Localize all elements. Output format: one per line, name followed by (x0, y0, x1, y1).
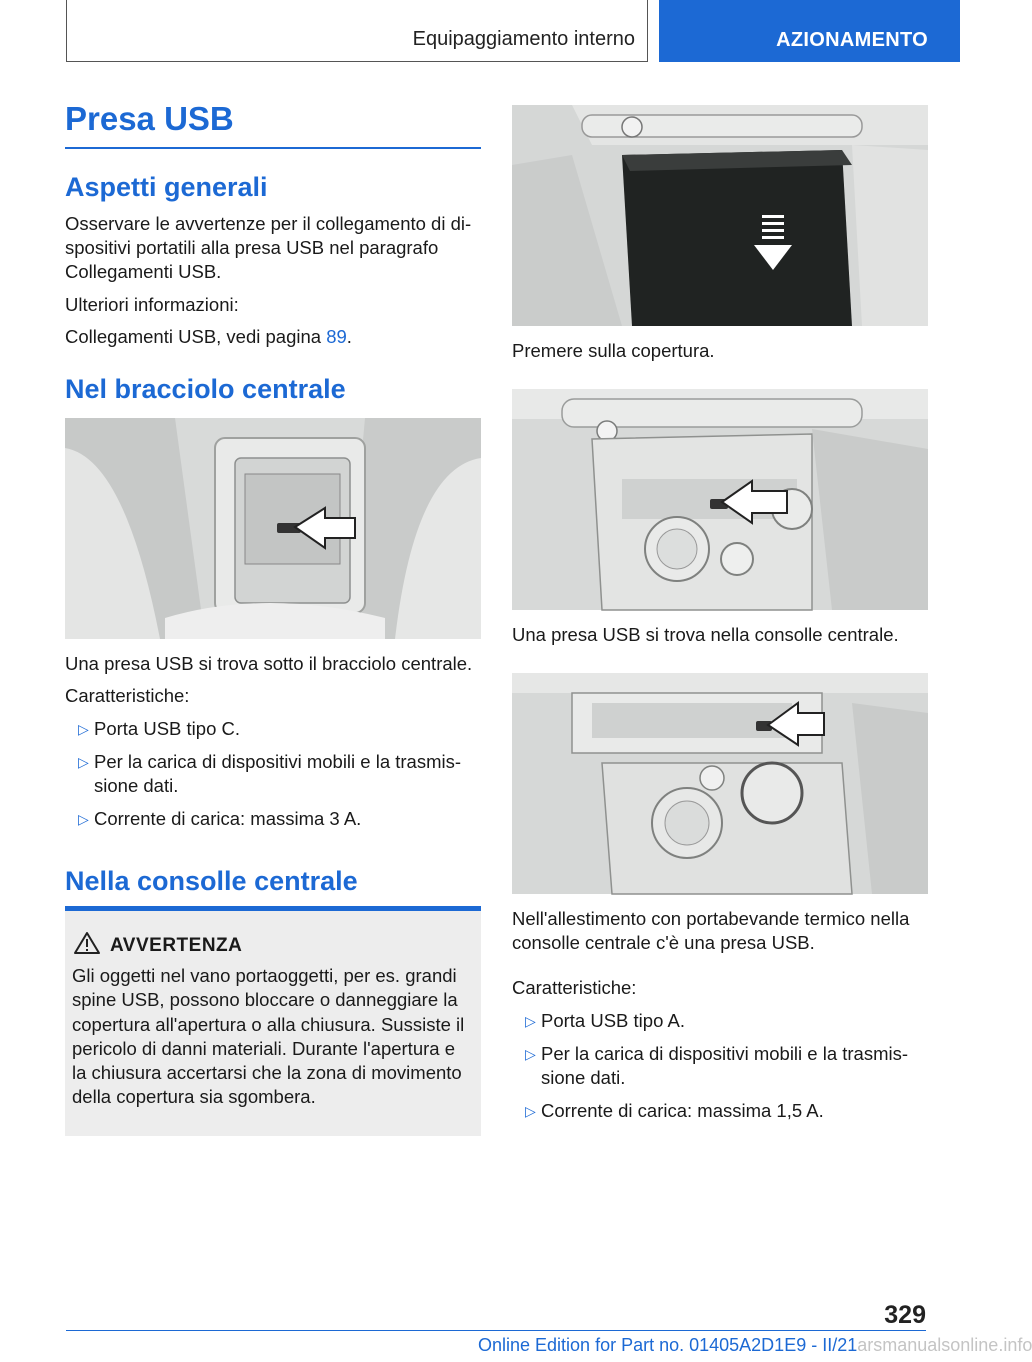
cover-caption: Premere sulla copertura. (512, 340, 715, 361)
heading-console: Nella consolle centrale (65, 866, 358, 896)
warning-line: Gli oggetti nel vano portaoggetti, per es. grandi (72, 965, 457, 986)
list-item-text: Corrente di carica: massima 3 A. (94, 808, 362, 829)
bullet-triangle-icon: ▷ (78, 811, 89, 827)
thermal-caption-line: consolle centrale c'è una presa USB. (512, 932, 815, 953)
bullet-triangle-icon: ▷ (78, 721, 89, 737)
bullet-triangle-icon: ▷ (525, 1103, 536, 1119)
title-rule (65, 147, 481, 149)
header-section-title: Equipaggiamento interno (412, 28, 635, 50)
warning-line: spine USB, possono bloccare o danneggiare la (72, 989, 458, 1011)
footer-watermark: arsmanualsonline.info (857, 1335, 1032, 1355)
header-section-box (66, 0, 648, 62)
armrest-features-label: Caratteristiche: (65, 685, 190, 706)
warning-text (72, 964, 482, 1110)
heading-armrest: Nel bracciolo centrale (65, 374, 346, 404)
footer-edition (478, 1335, 1032, 1356)
general-para3 (65, 325, 352, 349)
bullet-triangle-icon: ▷ (525, 1046, 536, 1062)
list-item-line: Per la carica di dispositivi mobili e la trasmis- (541, 1043, 909, 1064)
list-item-text (541, 1042, 931, 1090)
list-item-text: Porta USB tipo A. (541, 1010, 685, 1031)
warning-line: la chiusura accertarsi che la zona di movimento (72, 1062, 462, 1084)
general-para2: Ulteriori informazioni: (65, 294, 239, 315)
general-para1 (65, 212, 485, 284)
footer-rule (66, 1330, 926, 1331)
bullet-triangle-icon: ▷ (525, 1013, 536, 1029)
page-number: 329 (884, 1301, 926, 1329)
header-chapter-tab[interactable] (659, 0, 960, 62)
footer-edition-text: Online Edition for Part no. 01405A2D1E9 - II/21 (478, 1335, 858, 1355)
list-item-line: sione dati. (541, 1067, 626, 1088)
warning-line: della copertura sia sgombera. (72, 1086, 316, 1108)
thermal-cupholder-illustration (512, 673, 928, 894)
thermal-caption (512, 907, 932, 955)
console-caption: Una presa USB si trova nella consolle centrale. (512, 624, 899, 645)
list-item-text: Porta USB tipo C. (94, 718, 241, 739)
general-para1-line: Collegamenti USB. (65, 261, 222, 282)
general-para1-line: Osservare le avvertenze per il collegamento di di- (65, 213, 472, 234)
general-para1-line: spositivi portatili alla presa USB nel paragrafo (65, 237, 439, 258)
general-para3-end: . (346, 326, 352, 347)
list-item-text (94, 750, 484, 798)
right-features-label: Caratteristiche: (512, 977, 637, 998)
warning-line: pericolo di danni materiali. Durante l'apertura e (72, 1037, 455, 1059)
armrest-caption: Una presa USB si trova sotto il bracciolo centrale. (65, 653, 473, 674)
page-link[interactable]: 89 (326, 326, 347, 347)
general-para3-text: Collegamenti USB, vedi pagina (65, 326, 327, 347)
heading-general: Aspetti generali (65, 172, 268, 202)
warning-title: AVVERTENZA (110, 935, 243, 956)
header-chapter-label: AZIONAMENTO (776, 29, 928, 51)
thermal-caption-line: Nell'allestimento con portabevande termico nella (512, 908, 910, 929)
warning-line: copertura all'apertura o alla chiusura. Sussiste il (72, 1013, 465, 1035)
console-illustration (512, 389, 928, 610)
list-item-text: Corrente di carica: massima 1,5 A. (541, 1100, 824, 1121)
armrest-illustration (65, 418, 481, 639)
bullet-triangle-icon: ▷ (78, 754, 89, 770)
page-title: Presa USB (65, 100, 234, 137)
cover-illustration (512, 105, 928, 326)
warning-triangle-icon (74, 932, 100, 954)
list-item-line: sione dati. (94, 775, 179, 796)
list-item-line: Per la carica di dispositivi mobili e la trasmis- (94, 751, 462, 772)
